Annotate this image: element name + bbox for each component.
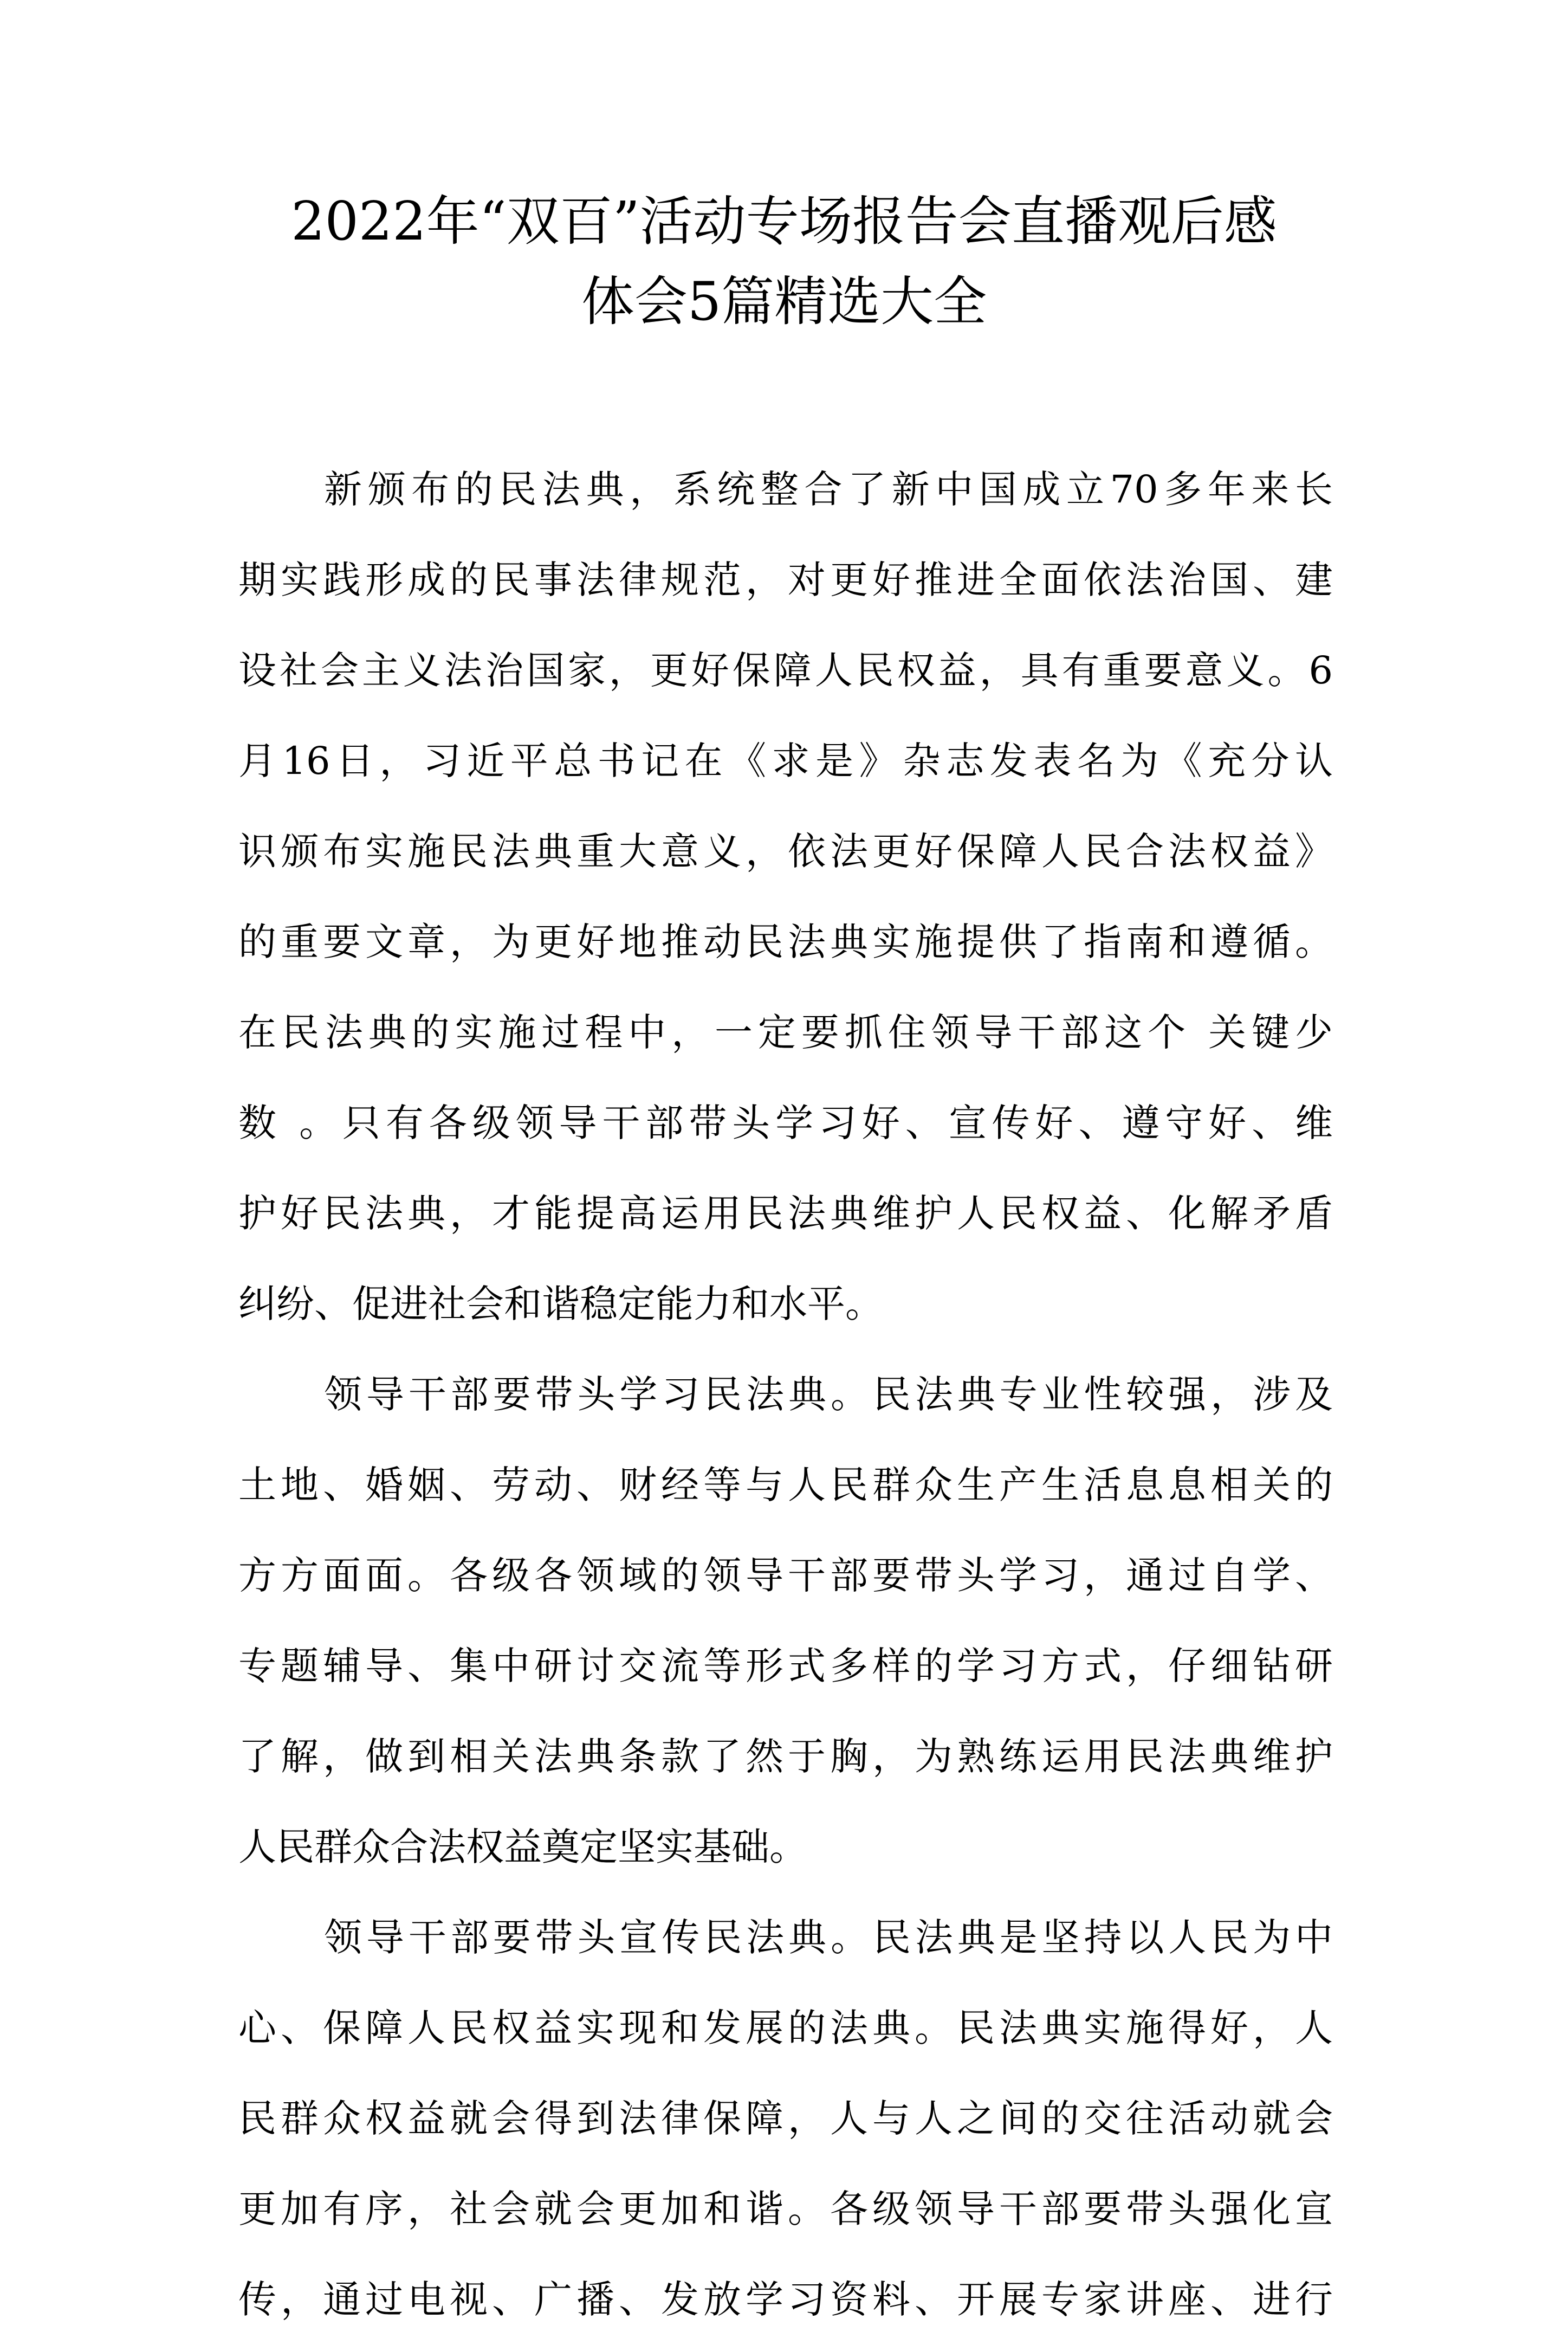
- body-line: 月16日，习近平总书记在《求是》杂志发表名为《充分认: [238, 739, 1333, 783]
- body-line: 纠纷、促进社会和谐稳定能力和水平。: [238, 1282, 883, 1326]
- body-line: 在民法典的实施过程中，一定要抓住领导干部这个 关键少: [238, 1010, 1333, 1055]
- body-line: 期实践形成的民事法律规范，对更好推进全面依法治国、建: [238, 558, 1333, 602]
- body-line: 领导干部要带头学习民法典。民法典专业性较强，涉及: [324, 1372, 1333, 1417]
- document-title: [163, 182, 1405, 342]
- body-line: 了解，做到相关法典条款了然于胸，为熟练运用民法典维护: [238, 1734, 1333, 1779]
- body-line: 心、保障人民权益实现和发展的法典。民法典实施得好，人: [238, 2006, 1333, 2050]
- body-line: 传，通过电视、广播、发放学习资料、开展专家讲座、进行: [238, 2277, 1333, 2322]
- body-line: 人民群众合法权益奠定坚实基础。: [238, 1825, 807, 1869]
- body-line: 识颁布实施民法典重大意义，依法更好保障人民合法权益》: [238, 829, 1333, 874]
- body-line: 专题辅导、集中研讨交流等形式多样的学习方式，仔细钻研: [238, 1644, 1333, 1688]
- body-line: 的重要文章，为更好地推动民法典实施提供了指南和遵循。: [238, 920, 1333, 964]
- body-line: 方方面面。各级各领域的领导干部要带头学习，通过自学、: [238, 1553, 1333, 1598]
- body-line: 领导干部要带头宣传民法典。民法典是坚持以人民为中: [324, 1915, 1333, 1960]
- document-body: [238, 444, 1333, 2345]
- body-line: 土地、婚姻、劳动、财经等与人民群众生产生活息息相关的: [238, 1463, 1333, 1507]
- body-line: 设社会主义法治国家，更好保障人民权益，具有重要意义。6: [238, 648, 1333, 693]
- body-line: 护好民法典，才能提高运用民法典维护人民权益、化解矛盾: [238, 1191, 1333, 1236]
- body-line: 更加有序，社会就会更加和谐。各级领导干部要带头强化宣: [238, 2187, 1333, 2231]
- body-line: 数 。只有各级领导干部带头学习好、宣传好、遵守好、维: [238, 1101, 1333, 1145]
- body-line: 民群众权益就会得到法律保障，人与人之间的交往活动就会: [238, 2096, 1333, 2141]
- title-line-2: 体会5篇精选大全: [581, 271, 987, 333]
- title-line-1: 2022年“双百”活动专场报告会直播观后感: [291, 191, 1277, 253]
- body-line: 新颁布的民法典，系统整合了新中国成立70多年来长: [324, 467, 1333, 512]
